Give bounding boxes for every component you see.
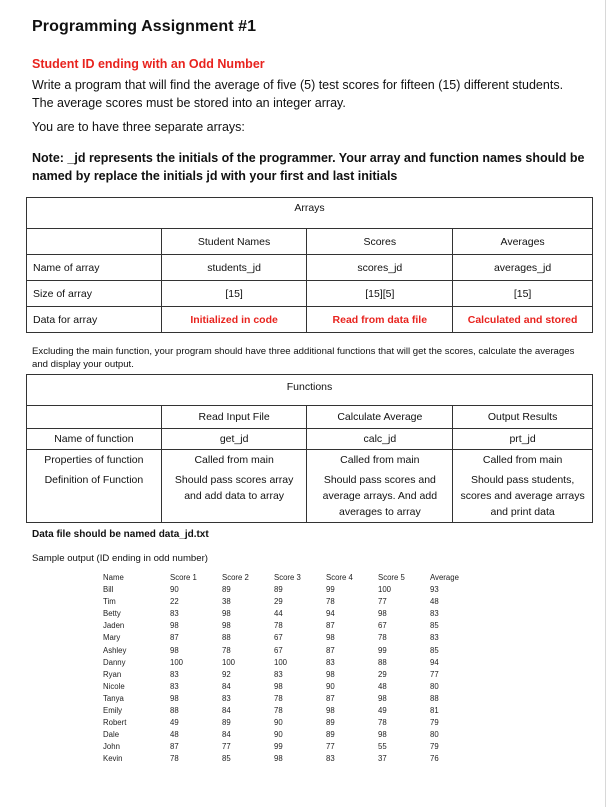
sample-header: Score 5 (378, 573, 405, 582)
score-cell: 37 (378, 754, 387, 764)
arrays-row-label: Name of array (27, 255, 162, 281)
score-cell: 78 (170, 754, 179, 764)
arrays-cell: averages_jd (453, 255, 593, 281)
student-name-cell: Kevin (103, 754, 123, 764)
table-row (103, 620, 470, 632)
sample-header: Name (103, 573, 124, 582)
functions-cell: get_jd (161, 429, 307, 450)
arrays-header-scores: Scores (307, 229, 453, 255)
table-row (103, 657, 470, 669)
functions-cell: Called from main (453, 450, 593, 471)
score-cell: 99 (378, 645, 387, 655)
average-cell: 48 (430, 597, 439, 607)
score-cell: 78 (274, 706, 283, 716)
sample-output-header-row (103, 572, 470, 584)
score-cell: 78 (222, 645, 231, 655)
sample-header: Score 1 (170, 573, 197, 582)
arrays-table (26, 197, 593, 333)
arrays-row-label: Data for array (27, 307, 162, 333)
score-cell: 78 (378, 633, 387, 643)
functions-table-caption: Functions (27, 375, 593, 406)
arrays-cell-highlight: Read from data file (307, 307, 453, 333)
score-cell: 98 (170, 621, 179, 631)
student-name-cell: Tim (103, 597, 116, 607)
score-cell: 83 (326, 657, 335, 667)
score-cell: 92 (222, 669, 231, 679)
sample-header: Score 3 (274, 573, 301, 582)
score-cell: 67 (378, 621, 387, 631)
score-cell: 99 (326, 585, 335, 595)
section-subtitle: Student ID ending with an Odd Number (32, 57, 265, 71)
functions-cell: Called from main (307, 450, 453, 471)
score-cell: 85 (222, 754, 231, 764)
score-cell: 48 (170, 730, 179, 740)
sample-output-label: Sample output (ID ending in odd number) (32, 553, 208, 564)
score-cell: 98 (222, 621, 231, 631)
table-row (103, 693, 470, 705)
score-cell: 88 (222, 633, 231, 643)
score-cell: 48 (378, 681, 387, 691)
average-cell: 88 (430, 693, 439, 703)
student-name-cell: Ryan (103, 669, 122, 679)
functions-row-label: Name of function (27, 429, 162, 450)
score-cell: 87 (326, 621, 335, 631)
score-cell: 83 (170, 669, 179, 679)
functions-intro: Excluding the main function, your program should have three additional functions that will get the scores, calculate the averages and display your output. (32, 346, 575, 370)
intro-paragraph: Write a program that will find the average of five (5) test scores for fifteen (15) different students. The average scores must be stored into an integer array. (32, 78, 564, 110)
average-cell: 80 (430, 681, 439, 691)
sample-output-table (103, 572, 470, 766)
score-cell: 99 (274, 742, 283, 752)
score-cell: 29 (274, 597, 283, 607)
arrays-cell: scores_jd (307, 255, 453, 281)
score-cell: 89 (274, 585, 283, 595)
score-cell: 89 (326, 730, 335, 740)
functions-header-read: Read Input File (161, 406, 307, 429)
naming-note: Note: _jd represents the initials of the programmer. Your array and function names should be named by replace the initials jd with your first and last initials (32, 151, 585, 183)
page-title: Programming Assignment #1 (32, 18, 257, 35)
table-row (103, 645, 470, 657)
student-name-cell: Nicole (103, 681, 125, 691)
score-cell: 83 (222, 693, 231, 703)
score-cell: 83 (170, 681, 179, 691)
functions-header-output: Output Results (453, 406, 593, 429)
score-cell: 78 (274, 621, 283, 631)
sample-header: Average (430, 573, 459, 582)
table-row (103, 753, 470, 765)
arrays-cell: [15] (161, 281, 307, 307)
functions-cell: Should pass scores array and add data to array (161, 470, 307, 523)
score-cell: 38 (222, 597, 231, 607)
average-cell: 94 (430, 657, 439, 667)
score-cell: 98 (170, 693, 179, 703)
score-cell: 98 (378, 730, 387, 740)
score-cell: 49 (170, 718, 179, 728)
score-cell: 89 (222, 585, 231, 595)
score-cell: 77 (222, 742, 231, 752)
student-name-cell: Mary (103, 633, 121, 643)
score-cell: 87 (170, 633, 179, 643)
score-cell: 98 (326, 633, 335, 643)
functions-row-label: Definition of Function (27, 470, 162, 523)
student-name-cell: Bill (103, 585, 114, 595)
student-name-cell: Robert (103, 718, 127, 728)
student-name-cell: Jaden (103, 621, 125, 631)
score-cell: 87 (170, 742, 179, 752)
arrays-cell: [15][5] (307, 281, 453, 307)
functions-header-blank (27, 406, 162, 429)
score-cell: 77 (378, 597, 387, 607)
average-cell: 77 (430, 669, 439, 679)
arrays-header-blank (27, 229, 162, 255)
score-cell: 77 (326, 742, 335, 752)
student-name-cell: Ashley (103, 645, 127, 655)
arrays-intro: You are to have three separate arrays: (32, 120, 245, 134)
average-cell: 79 (430, 718, 439, 728)
score-cell: 83 (170, 609, 179, 619)
arrays-cell: [15] (453, 281, 593, 307)
average-cell: 79 (430, 742, 439, 752)
arrays-header-averages: Averages (453, 229, 593, 255)
average-cell: 83 (430, 609, 439, 619)
score-cell: 83 (274, 669, 283, 679)
score-cell: 22 (170, 597, 179, 607)
functions-cell: Called from main (161, 450, 307, 471)
score-cell: 100 (274, 657, 288, 667)
score-cell: 90 (274, 718, 283, 728)
table-row (103, 632, 470, 644)
score-cell: 89 (326, 718, 335, 728)
table-row (103, 705, 470, 717)
table-row (103, 681, 470, 693)
score-cell: 100 (378, 585, 392, 595)
score-cell: 67 (274, 645, 283, 655)
score-cell: 84 (222, 730, 231, 740)
sample-header: Score 2 (222, 573, 249, 582)
score-cell: 98 (378, 693, 387, 703)
score-cell: 84 (222, 681, 231, 691)
score-cell: 100 (222, 657, 236, 667)
score-cell: 89 (222, 718, 231, 728)
average-cell: 93 (430, 585, 439, 595)
functions-cell: calc_jd (307, 429, 453, 450)
score-cell: 100 (170, 657, 184, 667)
score-cell: 67 (274, 633, 283, 643)
sample-header: Score 4 (326, 573, 353, 582)
table-row (103, 608, 470, 620)
score-cell: 90 (274, 730, 283, 740)
average-cell: 81 (430, 706, 439, 716)
score-cell: 90 (326, 681, 335, 691)
data-file-note: Data file should be named data_jd.txt (32, 529, 209, 540)
table-row (103, 596, 470, 608)
functions-cell: prt_jd (453, 429, 593, 450)
average-cell: 85 (430, 645, 439, 655)
score-cell: 87 (326, 645, 335, 655)
score-cell: 98 (170, 645, 179, 655)
score-cell: 44 (274, 609, 283, 619)
score-cell: 98 (378, 609, 387, 619)
student-name-cell: Tanya (103, 693, 124, 703)
score-cell: 55 (378, 742, 387, 752)
score-cell: 78 (274, 693, 283, 703)
student-name-cell: Danny (103, 657, 126, 667)
score-cell: 88 (170, 706, 179, 716)
score-cell: 98 (326, 706, 335, 716)
functions-table (26, 374, 593, 523)
table-row (103, 669, 470, 681)
student-name-cell: Betty (103, 609, 121, 619)
score-cell: 94 (326, 609, 335, 619)
functions-row-label: Properties of function (27, 450, 162, 471)
score-cell: 84 (222, 706, 231, 716)
table-row (103, 584, 470, 596)
student-name-cell: Dale (103, 730, 120, 740)
student-name-cell: Emily (103, 706, 123, 716)
score-cell: 49 (378, 706, 387, 716)
sample-output-body (103, 584, 470, 765)
score-cell: 90 (170, 585, 179, 595)
score-cell: 78 (326, 597, 335, 607)
arrays-row-label: Size of array (27, 281, 162, 307)
score-cell: 87 (326, 693, 335, 703)
table-row (103, 741, 470, 753)
table-row (103, 729, 470, 741)
score-cell: 29 (378, 669, 387, 679)
score-cell: 98 (222, 609, 231, 619)
functions-cell: Should pass students, scores and average arrays and print data (453, 470, 593, 523)
arrays-cell-highlight: Initialized in code (161, 307, 307, 333)
average-cell: 85 (430, 621, 439, 631)
average-cell: 76 (430, 754, 439, 764)
arrays-cell: students_jd (161, 255, 307, 281)
score-cell: 98 (326, 669, 335, 679)
average-cell: 83 (430, 633, 439, 643)
arrays-table-caption: Arrays (27, 198, 593, 229)
functions-cell: Should pass scores and average arrays. And add averages to array (307, 470, 453, 523)
functions-header-calc: Calculate Average (307, 406, 453, 429)
score-cell: 83 (326, 754, 335, 764)
arrays-header-student-names: Student Names (161, 229, 307, 255)
score-cell: 98 (274, 754, 283, 764)
student-name-cell: John (103, 742, 120, 752)
average-cell: 80 (430, 730, 439, 740)
arrays-cell-highlight: Calculated and stored (453, 307, 593, 333)
table-row (103, 717, 470, 729)
score-cell: 88 (378, 657, 387, 667)
score-cell: 98 (274, 681, 283, 691)
score-cell: 78 (378, 718, 387, 728)
